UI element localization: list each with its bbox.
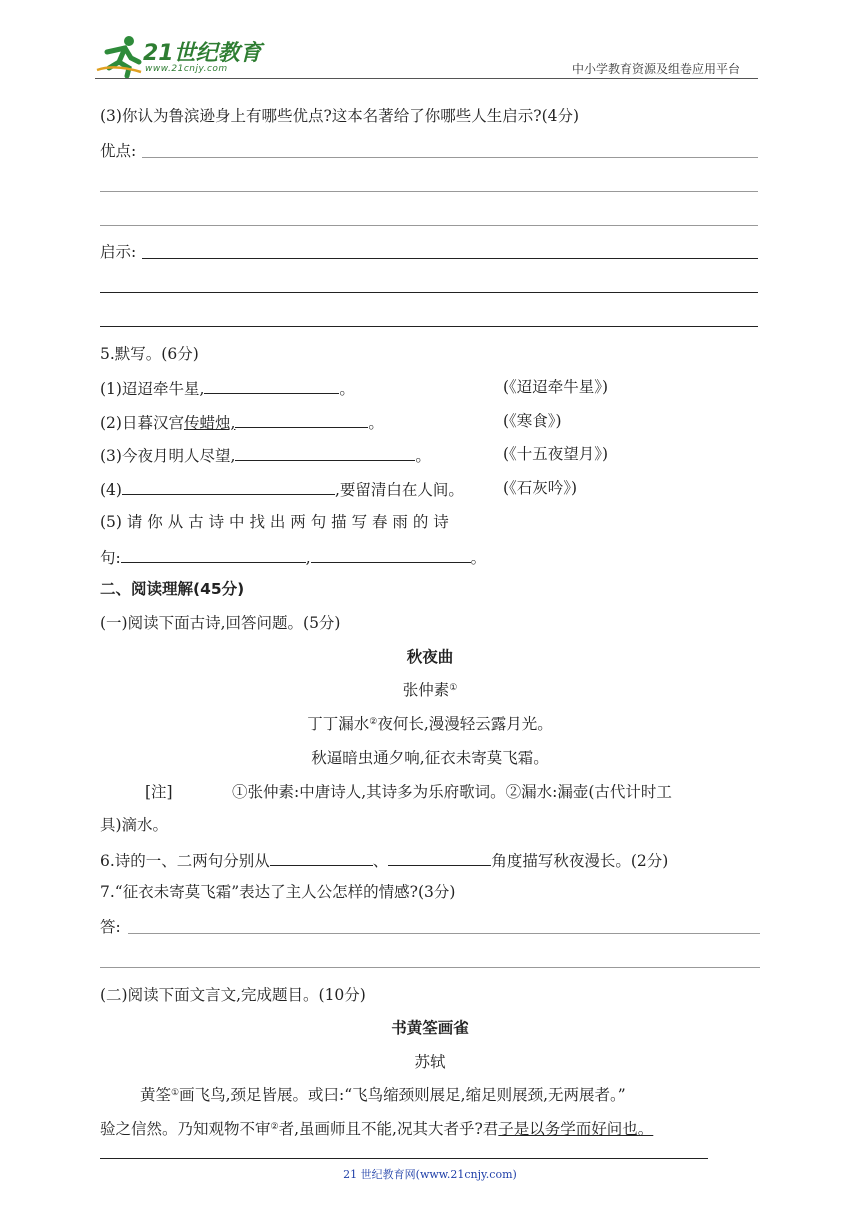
answer-line[interactable] [100, 326, 758, 327]
fill-blank[interactable] [122, 478, 335, 495]
q5-item-5-end: 。 [470, 549, 487, 567]
question-6 [100, 849, 668, 871]
answer-line[interactable] [100, 225, 758, 226]
footer-divider [100, 1158, 708, 1159]
poem-line-1-a: 丁丁漏水 [307, 715, 370, 733]
logo-url: www.21cnjy.com [145, 64, 228, 74]
q5-item-3-source: (《十五夜望月》) [503, 445, 609, 463]
poem-author [0, 680, 860, 700]
prose-author: 苏轼 [414, 1053, 446, 1071]
section-2-title: 二、阅读理解(45分) [100, 580, 245, 598]
q7-answer-label: 答: [100, 918, 121, 936]
q5-item-1 [100, 377, 355, 399]
answer-line[interactable] [100, 191, 758, 192]
footer-text: 21 世纪教育网(www.21cnjy.com) [343, 1168, 517, 1181]
fill-blank[interactable] [270, 849, 373, 866]
q5-item-1-text: (1)迢迢牵牛星, [100, 380, 205, 398]
note-mark: ② [270, 1122, 279, 1132]
runner-logo-icon [95, 34, 145, 78]
answer-line[interactable] [142, 157, 758, 158]
q5-item-3-text: (3)今夜月明人尽望, [100, 447, 236, 465]
poem-author-name: 张仲素 [402, 681, 450, 699]
fill-blank[interactable] [121, 546, 306, 563]
q5-item-1-source: (《迢迢牵牛星》) [503, 378, 609, 396]
q5-item-2-source: (《寒食》) [503, 412, 562, 430]
label-advantages: 优点: [100, 142, 137, 160]
q5-item-4-end: ,要留清白在人间。 [334, 481, 464, 499]
answer-line[interactable] [142, 258, 758, 259]
fill-blank[interactable] [204, 377, 339, 394]
note-line-1: ①张仲素:中唐诗人,其诗多为乐府歌词。②漏水:漏壶(古代计时工 [232, 783, 672, 801]
q5-item-2-text: (2)日暮汉宫 [100, 414, 184, 432]
q6-sep: 、 [372, 852, 389, 870]
q5-item-3 [100, 444, 431, 466]
answer-line[interactable] [100, 967, 760, 968]
answer-line[interactable] [100, 292, 758, 293]
note-mark: ① [449, 683, 458, 693]
q5-item-4 [100, 478, 464, 500]
prose-line-2 [100, 1119, 653, 1139]
q5-item-5-comma: , [305, 549, 311, 567]
header-platform-text: 中小学教育资源及组卷应用平台 [572, 62, 741, 76]
note-mark: ① [171, 1088, 180, 1098]
logo-text: 21世纪教育 [143, 41, 262, 66]
note-line-2: 具)滴水。 [100, 816, 169, 834]
label-inspiration: 启示: [100, 243, 137, 261]
q6-end: 角度描写秋夜漫长。(2分) [491, 852, 669, 870]
note-label: [注] [145, 783, 173, 801]
fill-blank[interactable] [388, 849, 491, 866]
poem-title: 秋夜曲 [406, 648, 454, 666]
q5-item-2 [100, 411, 384, 433]
fill-blank[interactable] [311, 546, 471, 563]
q5-item-2-end: 。 [368, 414, 384, 432]
prose-line-2-b: 者,虽画师且不能,况其大者乎?君 [278, 1120, 499, 1138]
poem-line-2: 秋逼暗虫通夕响,征衣未寄莫飞霜。 [311, 749, 549, 767]
header-logo [95, 34, 260, 78]
part-2-intro: (二)阅读下面文言文,完成题目。(10分) [100, 986, 366, 1004]
q5-item-5-line2 [100, 546, 486, 568]
q5-item-2-underlined: 传蜡烛, [183, 414, 236, 432]
prose-line-1-b: 画飞鸟,颈足皆展。或曰:“飞鸟缩颈则展足,缩足则展颈,无两展者。” [179, 1086, 626, 1104]
prose-line-2-a: 验之信然。乃知观物不审 [100, 1120, 271, 1138]
prose-line-1-a: 黄筌 [140, 1086, 172, 1104]
poem-line-1-b: 夜何长,漫漫轻云露月光。 [377, 715, 553, 733]
fill-blank[interactable] [235, 411, 368, 428]
poem-line-1 [0, 714, 860, 734]
question-4-3: (3)你认为鲁滨逊身上有哪些优点?这本名著给了你哪些人生启示?(4分) [100, 107, 580, 125]
fill-blank[interactable] [235, 444, 415, 461]
question-7: 7.“征衣未寄莫飞霜”表达了主人公怎样的情感?(3分) [100, 883, 456, 901]
q5-item-5-line1: (5) 请 你 从 古 诗 中 找 出 两 句 描 写 春 雨 的 诗 [100, 513, 449, 531]
prose-title: 书黄筌画雀 [391, 1019, 469, 1037]
q5-item-3-end: 。 [415, 447, 431, 465]
q5-item-5-label: 句: [100, 549, 121, 567]
note-mark: ② [369, 717, 378, 727]
q5-item-1-end: 。 [339, 380, 355, 398]
header-divider [95, 78, 758, 79]
part-1-intro: (一)阅读下面古诗,回答问题。(5分) [100, 614, 341, 632]
prose-line-2-underlined: 子是以务学而好问也。 [498, 1120, 654, 1138]
q5-item-4-text: (4) [100, 481, 122, 499]
answer-line[interactable] [128, 933, 760, 934]
prose-line-1 [140, 1085, 626, 1105]
q5-item-4-source: (《石灰吟》) [503, 479, 578, 497]
question-5-title: 5.默写。(6分) [100, 345, 199, 363]
q6-text: 6.诗的一、二两句分别从 [100, 852, 270, 870]
